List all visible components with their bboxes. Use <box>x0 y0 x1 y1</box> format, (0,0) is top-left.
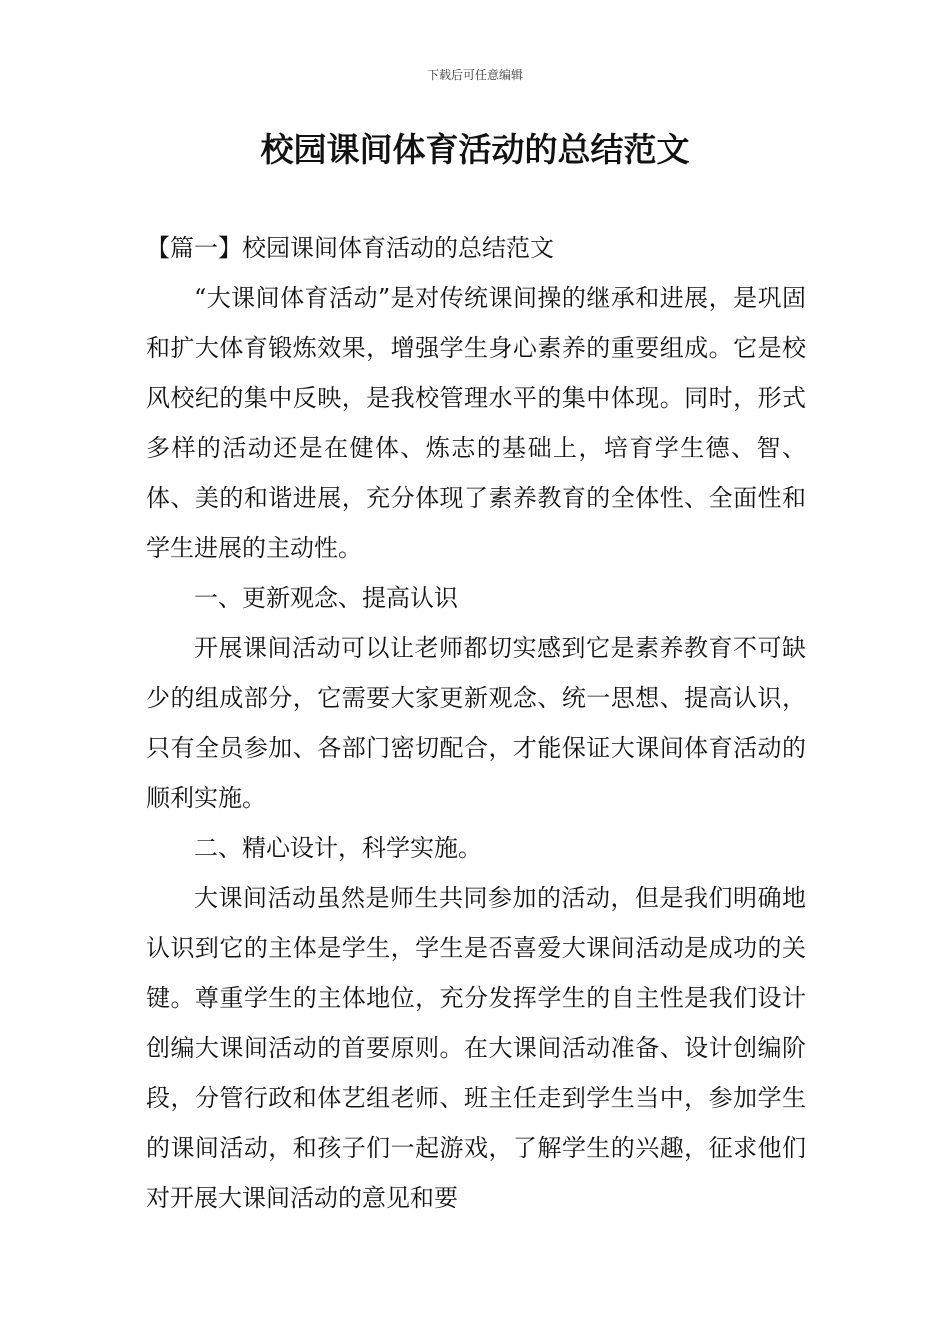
header-note: 下载后可任意编辑 <box>426 68 523 82</box>
subheading-one: 一、更新观念、提高认识 <box>194 584 458 612</box>
document-title: 校园课间体育活动的总结范文 <box>260 130 690 169</box>
document-body <box>146 223 806 1223</box>
paragraph-two: 大课间活动虽然是师生共同参加的活动，但是我们明确地认识到它的主体是学生，学生是否喜爱大课间活动是成功的关键。尊重学生的主体地位，充分发挥学生的自主性是我们设计创编大课间活动的首要原则。在大课间活动准备、设计创编阶段，分管行政和体艺组老师、班主任走到学生当中，参加学生的课间活动，和孩子们一起游戏，了解学生的兴趣，征求他们对开展大课间活动的意见和要 <box>146 884 806 1212</box>
section-heading: 【篇一】校园课间体育活动的总结范文 <box>146 234 554 262</box>
paragraph-one: 开展课间活动可以让老师都切实感到它是素养教育不可缺少的组成部分，它需要大家更新观念、统一思想、提高认识，只有全员参加、各部门密切配合，才能保证大课间体育活动的顺利实施。 <box>146 634 806 812</box>
subheading-two: 二、精心设计，科学实施。 <box>194 834 482 862</box>
paragraph-intro: “大课间体育活动”是对传统课间操的继承和进展，是巩固和扩大体育锻炼效果，增强学生身心素养的重要组成。它是校风校纪的集中反映，是我校管理水平的集中体现。同时，形式多样的活动还是在健体、炼志的基础上，培育学生德、智、体、美的和谐进展，充分体现了素养教育的全体性、全面性和学生进展的主动性。 <box>146 284 806 562</box>
